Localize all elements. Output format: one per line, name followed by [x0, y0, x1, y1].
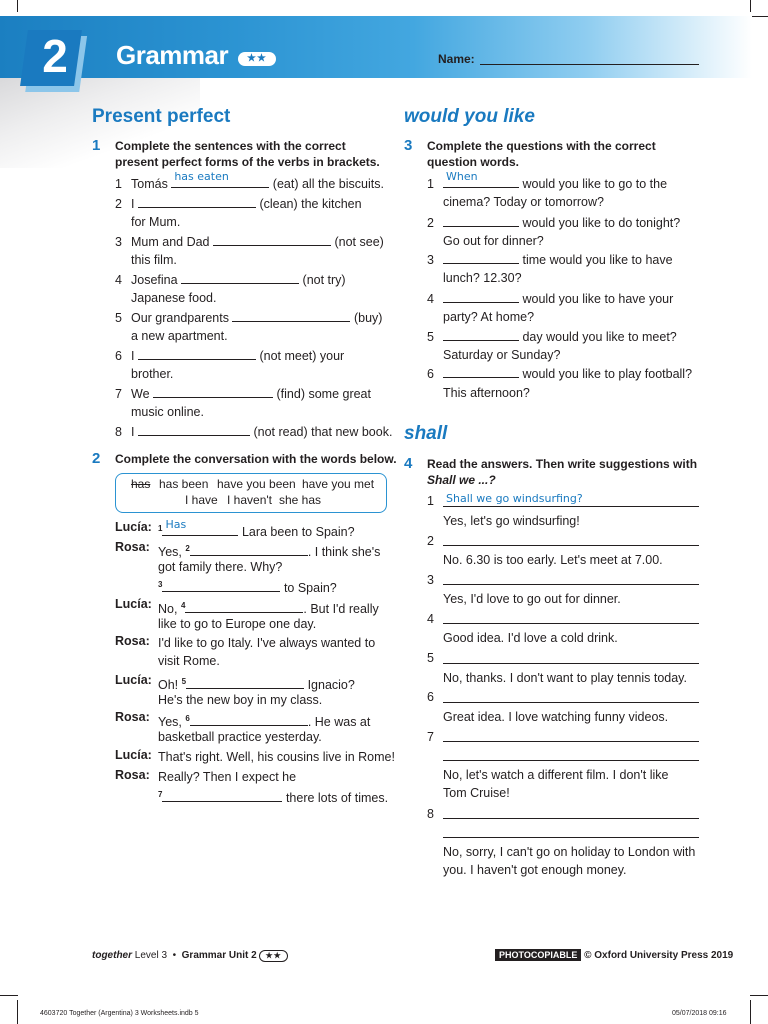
- answer-gap[interactable]: Has: [162, 523, 238, 536]
- crop-mark: [0, 995, 18, 996]
- list-item: 4 Josefina (not try): [115, 273, 346, 287]
- word-chip: have you met: [302, 477, 375, 491]
- crop-mark: [750, 0, 751, 12]
- footer-stars: ★★: [259, 950, 287, 962]
- answer-gap[interactable]: [443, 290, 519, 303]
- section-heading-shall: shall: [404, 423, 448, 444]
- answer-gap[interactable]: [162, 579, 280, 592]
- item-continuation: Go out for dinner?: [443, 234, 544, 248]
- response-text: you. I haven't got enough money.: [443, 863, 627, 877]
- answer-line[interactable]: [443, 611, 699, 624]
- speaker-label: Lucía:: [115, 597, 152, 611]
- answer-gap[interactable]: [190, 543, 308, 556]
- answer-line[interactable]: [443, 748, 699, 761]
- answer-gap[interactable]: [443, 365, 519, 378]
- list-item: 2 would you like to do tonight?: [427, 216, 681, 230]
- item-number: 8: [427, 807, 434, 821]
- list-item: 3 Mum and Dad (not see): [115, 235, 384, 249]
- word-chip: I haven't: [227, 493, 272, 507]
- response-text: Yes, let's go windsurfing!: [443, 514, 580, 528]
- word-chip: has been: [159, 477, 209, 491]
- dialogue-line: No, $^4$ . But I'd really: [158, 601, 379, 617]
- item-number: 4: [427, 612, 434, 626]
- list-item: 3 time would you like to have: [427, 253, 673, 267]
- answer-gap[interactable]: [213, 233, 331, 246]
- exercise-instruction: Complete the conversation with the words below.: [115, 452, 397, 466]
- answer-line[interactable]: [443, 572, 699, 585]
- answer-gap[interactable]: [181, 271, 299, 284]
- item-number: 3: [427, 573, 434, 587]
- answer-gap[interactable]: [186, 676, 304, 689]
- footer-left: together Level 3 • Grammar Unit 2 ★★: [92, 950, 288, 962]
- response-text: No. 6.30 is too early. Let's meet at 7.00.: [443, 553, 663, 567]
- level-stars: ★★: [238, 52, 276, 66]
- item-continuation: a new apartment.: [131, 329, 228, 343]
- answer-gap[interactable]: [232, 309, 350, 322]
- item-continuation: cinema? Today or tomorrow?: [443, 195, 604, 209]
- answer-line[interactable]: [443, 729, 699, 742]
- speaker-label: Rosa:: [115, 710, 150, 724]
- dialogue-line: Oh! $^5$ Ignacio?: [158, 677, 355, 693]
- answer-gap[interactable]: has eaten: [171, 175, 269, 188]
- header-band: [0, 16, 752, 78]
- word-box: [115, 473, 387, 513]
- dialogue-line: He's the new boy in my class.: [158, 693, 323, 707]
- item-continuation: Saturday or Sunday?: [443, 348, 561, 362]
- item-continuation: brother.: [131, 367, 174, 381]
- list-item: 6 would you like to play football?: [427, 367, 693, 381]
- response-text: Good idea. I'd love a cold drink.: [443, 631, 618, 645]
- item-continuation: music online.: [131, 405, 204, 419]
- item-number: 2: [427, 534, 434, 548]
- dialogue-line: $^3$ to Spain?: [158, 580, 337, 596]
- answer-gap[interactable]: When: [443, 175, 519, 188]
- word-chip-used: has: [131, 477, 151, 491]
- response-text: No, thanks. I don't want to play tennis today.: [443, 671, 687, 685]
- print-file-info: 4603720 Together (Argentina) 3 Worksheets.indb 5: [40, 1010, 199, 1017]
- list-item: 2 I (clean) the kitchen: [115, 197, 362, 211]
- dialogue-line: got family there. Why?: [158, 560, 283, 574]
- dialogue-line: visit Rome.: [158, 654, 220, 668]
- speaker-label: Rosa:: [115, 634, 150, 648]
- dialogue-line: Yes, $^6$ . He was at: [158, 714, 371, 730]
- exercise-instruction: Complete the questions with the correct question words.: [427, 139, 656, 169]
- list-item: 4 would you like to have your: [427, 292, 674, 306]
- response-text: No, sorry, I can't go on holiday to London with: [443, 845, 696, 859]
- answer-line[interactable]: Shall we go windsurfing?: [443, 494, 699, 507]
- item-continuation: This afternoon?: [443, 386, 530, 400]
- speaker-label: Lucía:: [115, 748, 152, 762]
- answer-line[interactable]: [443, 825, 699, 838]
- list-item: 7 We (find) some great: [115, 387, 371, 401]
- item-number: 7: [427, 730, 434, 744]
- crop-mark: [750, 995, 768, 996]
- answer-gap[interactable]: [443, 328, 519, 341]
- answer-gap[interactable]: [162, 789, 282, 802]
- response-text: Great idea. I love watching funny videos.: [443, 710, 669, 724]
- item-continuation: for Mum.: [131, 215, 181, 229]
- crop-mark: [750, 16, 768, 17]
- crop-mark: [17, 1000, 18, 1024]
- answer-gap[interactable]: [138, 423, 250, 436]
- answer-gap[interactable]: [138, 195, 256, 208]
- word-chip: have you been: [217, 477, 296, 491]
- speaker-label: Rosa:: [115, 540, 150, 554]
- answer-line[interactable]: [443, 651, 699, 664]
- exercise-number: 3: [404, 137, 413, 154]
- exercise-instruction: Complete the sentences with the correct present perfect forms of the verbs in brackets.: [115, 139, 380, 169]
- response-text: No, let's watch a different film. I don't like: [443, 768, 669, 782]
- answer-line[interactable]: [443, 690, 699, 703]
- dialogue-line: That's right. Well, his cousins live in Rome!: [158, 750, 395, 764]
- response-text: Tom Cruise!: [443, 786, 510, 800]
- item-continuation: lunch? 12.30?: [443, 271, 522, 285]
- footer-right: PHOTOCOPIABLE © Oxford University Press 2019: [495, 949, 733, 961]
- section-heading-present-perfect: Present perfect: [92, 106, 231, 127]
- crop-mark: [750, 1000, 751, 1024]
- answer-line[interactable]: [443, 533, 699, 546]
- response-text: Yes, I'd love to go out for dinner.: [443, 592, 621, 606]
- speaker-label: Lucía:: [115, 520, 152, 534]
- answer-gap[interactable]: [153, 385, 273, 398]
- dialogue-line: like to go to Europe one day.: [158, 617, 317, 631]
- item-continuation: this film.: [131, 253, 177, 267]
- exercise-number: 2: [92, 450, 101, 467]
- speaker-label: Lucía:: [115, 673, 152, 687]
- answer-gap[interactable]: [443, 251, 519, 264]
- photocopiable-badge: PHOTOCOPIABLE: [495, 949, 581, 961]
- section-heading-would-you-like: would you like: [404, 106, 535, 127]
- dialogue-line: basketball practice yesterday.: [158, 730, 322, 744]
- answer-line[interactable]: [443, 806, 699, 819]
- dialogue-line: $^7$ there lots of times.: [158, 790, 389, 806]
- dialogue-line: Really? Then I expect he: [158, 770, 297, 784]
- word-chip: I have: [185, 493, 218, 507]
- item-continuation: Japanese food.: [131, 291, 217, 305]
- page-title: Grammar: [116, 40, 229, 70]
- answer-gap[interactable]: [138, 347, 256, 360]
- exercise-instruction: Read the answers. Then write suggestions with Shall we ...?: [427, 457, 698, 487]
- item-continuation: party? At home?: [443, 310, 535, 324]
- list-item: 1 When would you like to go to the: [427, 170, 668, 191]
- dialogue-line: Yes, $^2$ . I think she's: [158, 544, 381, 560]
- answer-gap[interactable]: [185, 600, 303, 613]
- dialogue-line: $^1$ Has Lara been to Spain?: [158, 518, 355, 540]
- list-item: 6 I (not meet) your: [115, 349, 345, 363]
- item-number: 5: [427, 651, 434, 665]
- name-field[interactable]: [480, 64, 699, 65]
- print-date-info: 05/07/2018 09:16: [672, 1010, 727, 1017]
- exercise-number: 4: [404, 455, 413, 472]
- name-label: Name:: [438, 52, 475, 66]
- list-item: 5 Our grandparents (buy): [115, 311, 383, 325]
- item-number: 6: [427, 690, 434, 704]
- list-item: 5 day would you like to meet?: [427, 330, 677, 344]
- speaker-label: Rosa:: [115, 768, 150, 782]
- answer-gap[interactable]: [443, 214, 519, 227]
- unit-number: 2: [42, 30, 68, 82]
- item-number: 1: [427, 494, 434, 508]
- list-item: 8 I (not read) that new book.: [115, 425, 393, 439]
- dialogue-line: I'd like to go Italy. I've always wanted to: [158, 636, 376, 650]
- crop-mark: [17, 0, 18, 12]
- list-item: 1 Tomás has eaten (eat) all the biscuits.: [115, 170, 384, 191]
- exercise-number: 1: [92, 137, 101, 154]
- answer-gap[interactable]: [190, 713, 308, 726]
- word-chip: she has: [279, 493, 322, 507]
